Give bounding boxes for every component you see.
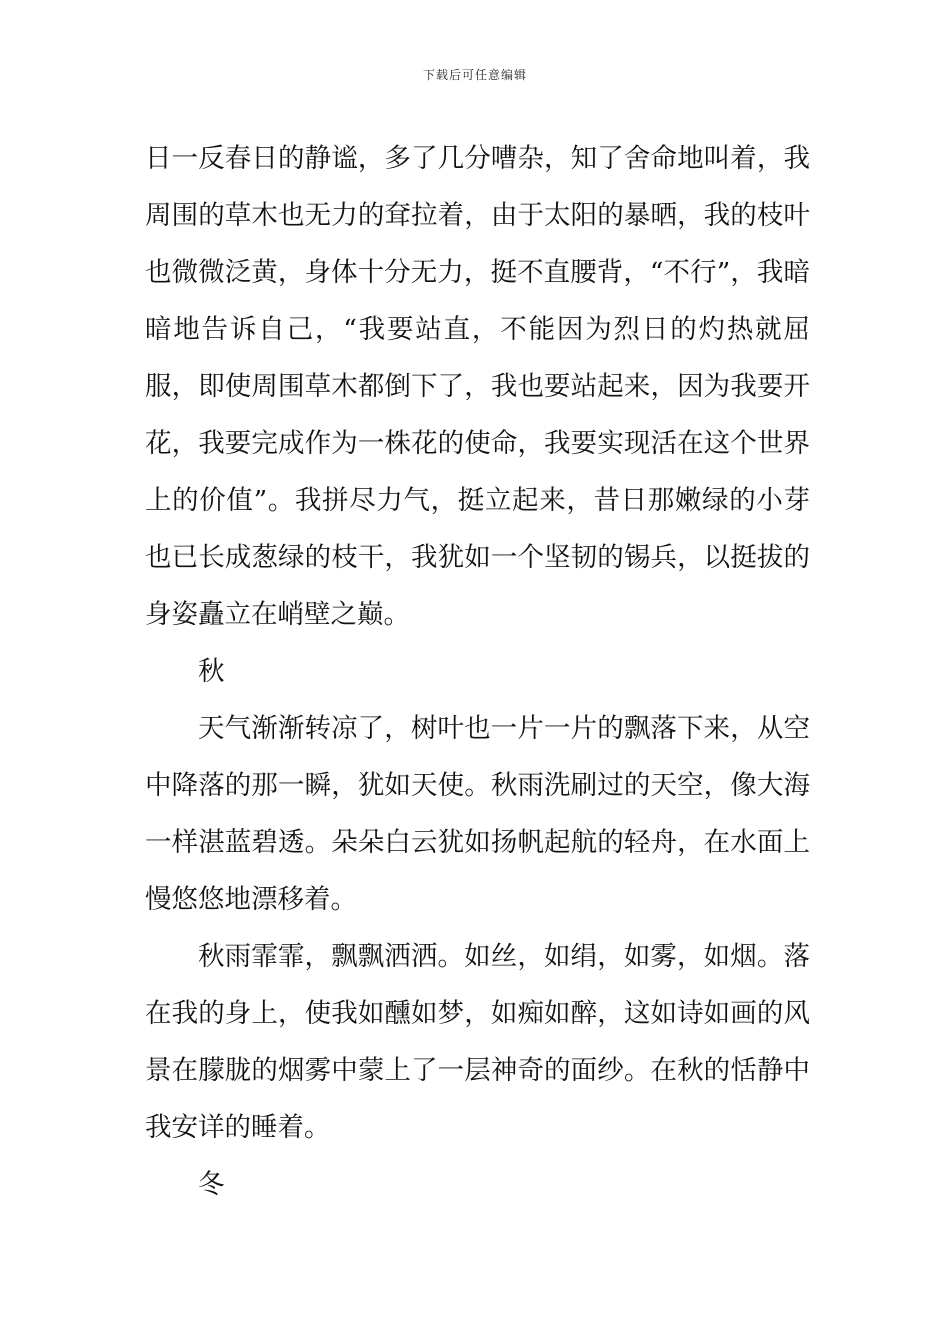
- paragraph-autumn-sky: 天气渐渐转凉了，树叶也一片一片的飘落下来，从空中降落的那一瞬，犹如天使。秋雨洗刷过的天空，像大海一样湛蓝碧透。朵朵白云犹如扬帆起航的轻舟，在水面上慢悠悠地漂移着。: [145, 713, 810, 915]
- document-body: [145, 130, 810, 1213]
- section-heading-autumn: 秋: [198, 656, 225, 687]
- paragraph-autumn-rain: 秋雨霏霏，飘飘洒洒。如丝，如绢，如雾，如烟。落在我的身上，使我如醺如梦，如痴如醉，这如诗如画的风景在朦胧的烟雾中蒙上了一层神奇的面纱。在秋的恬静中我安详的睡着。: [145, 941, 810, 1143]
- section-heading-winter: 冬: [198, 1169, 225, 1200]
- paragraph-summer-continued: 日一反春日的静谧，多了几分嘈杂，知了舍命地叫着，我周围的草木也无力的耷拉着，由于太阳的暴晒，我的枝叶也微微泛黄，身体十分无力，挺不直腰背，“不行”，我暗暗地告诉自己，“我要站直，不能因为烈日的灼热就屈服，即使周围草木都倒下了，我也要站起来，因为我要开花，我要完成作为一株花的使命，我要实现活在这个世界上的价值”。我拼尽力气，挺立起来，昔日那嫩绿的小芽也已长成葱绿的枝干，我犹如一个坚韧的锡兵，以挺拔的身姿矗立在峭壁之巅。: [145, 143, 810, 630]
- page-header: 下载后可任意编辑: [422, 68, 527, 82]
